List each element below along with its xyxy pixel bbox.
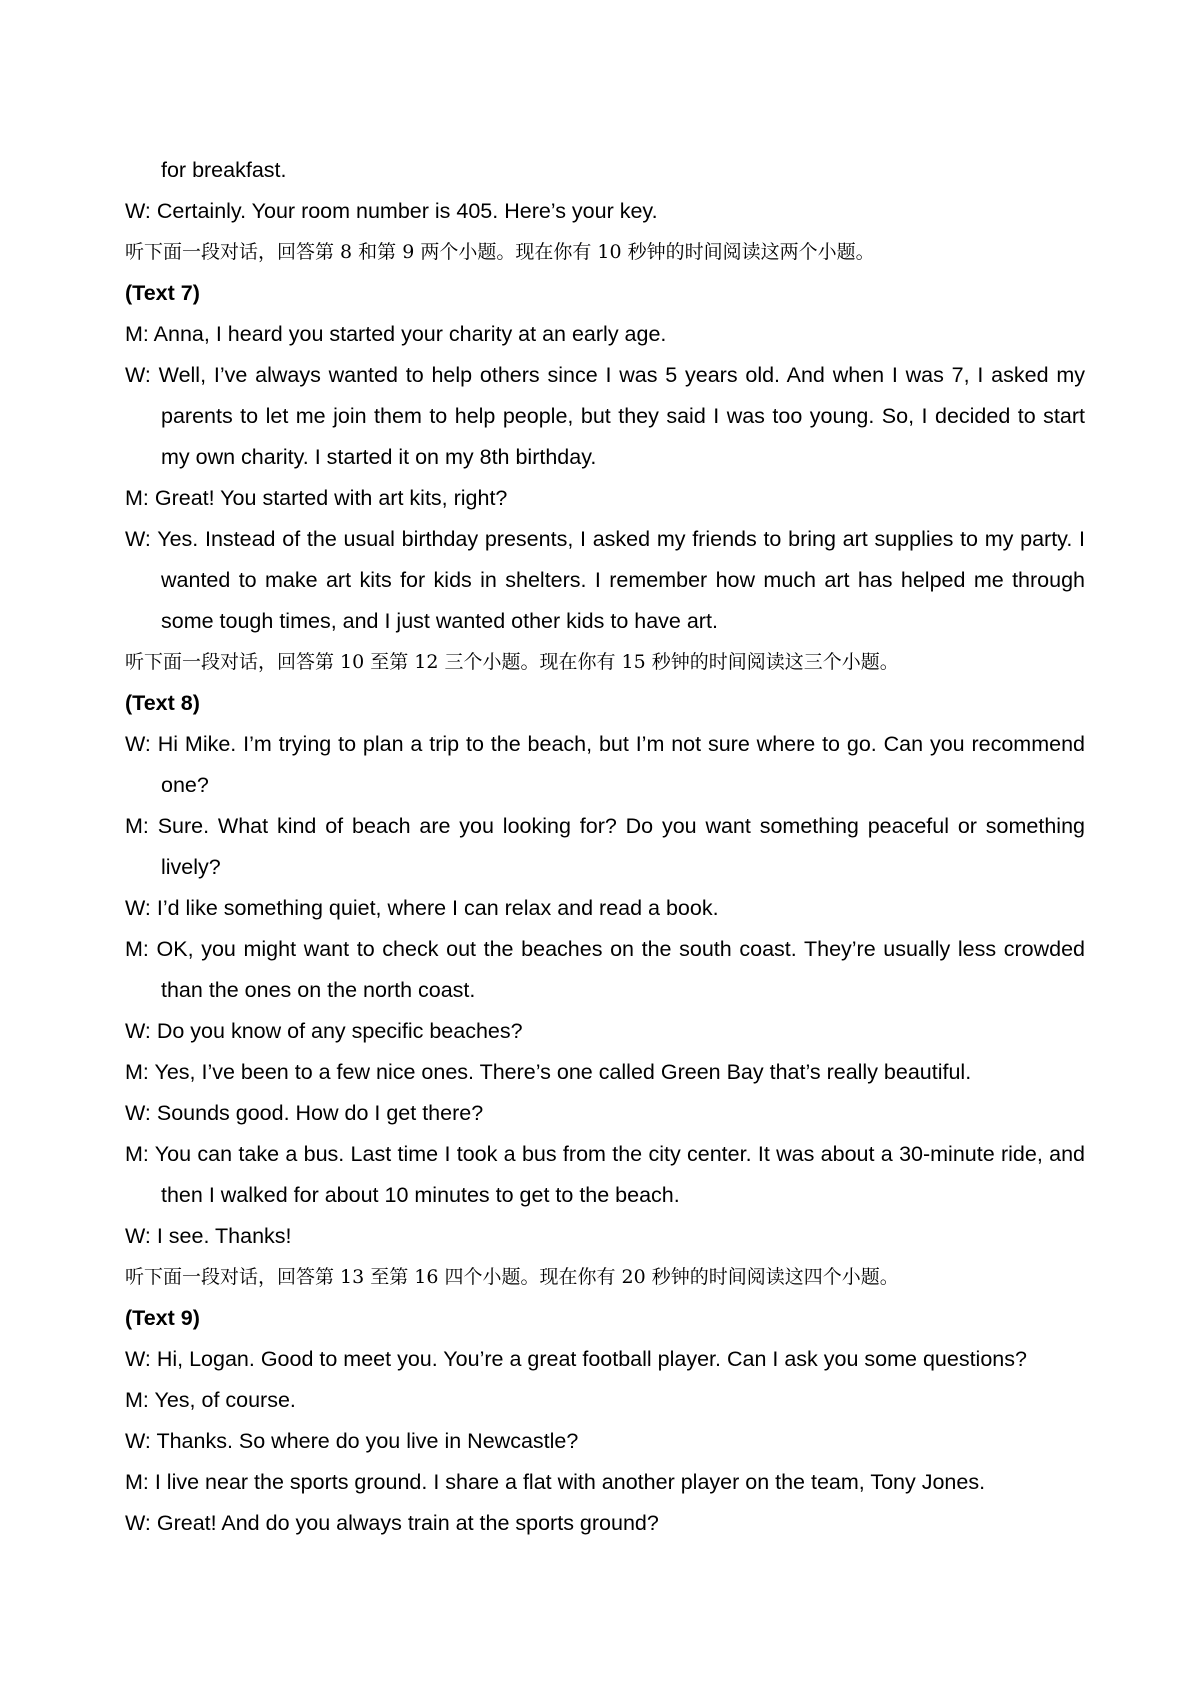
dialogue-line: W: Certainly. Your room number is 405. Here’s your key. (125, 199, 658, 223)
listening-instruction: 听下面一段对话，回答第 8 和第 9 两个小题。现在你有 10 秒钟的时间阅读这两个小题。 (125, 241, 875, 263)
dialogue-line: W: Yes. Instead of the usual birthday presents, I asked my friends to bring art supplies to my party. I wanted to make art kits for kids in shelters. I remember how much art has helped me through some tough times, and I just wanted other kids to have art. (125, 527, 1085, 633)
dialogue-line: M: Sure. What kind of beach are you looking for? Do you want something peaceful or something lively? (125, 814, 1085, 879)
dialogue-line: W: I’d like something quiet, where I can relax and read a book. (125, 896, 719, 920)
dialogue-line: M: Great! You started with art kits, right? (125, 486, 508, 510)
dialogue-line: W: Hi Mike. I’m trying to plan a trip to the beach, but I’m not sure where to go. Can you recommend one? (125, 732, 1085, 797)
section-heading: (Text 9) (125, 1306, 200, 1330)
dialogue-line: W: I see. Thanks! (125, 1224, 292, 1248)
dialogue-line: W: Great! And do you always train at the sports ground? (125, 1511, 659, 1535)
listening-instruction: 听下面一段对话，回答第 13 至第 16 四个小题。现在你有 20 秒钟的时间阅读这四个小题。 (125, 1266, 899, 1288)
dialogue-line: M: Yes, of course. (125, 1388, 296, 1412)
dialogue-line: W: Well, I’ve always wanted to help others since I was 5 years old. And when I was 7, I asked my parents to let me join them to help people, but they said I was too young. So, I decided to start my own charity. I started it on my 8th birthday. (125, 363, 1085, 469)
dialogue-line: W: Thanks. So where do you live in Newcastle? (125, 1429, 579, 1453)
dialogue-line: M: You can take a bus. Last time I took a bus from the city center. It was about a 30-minute ride, and then I walked for about 10 minutes to get to the beach. (125, 1142, 1085, 1207)
dialogue-line: W: Do you know of any specific beaches? (125, 1019, 523, 1043)
dialogue-line: M: I live near the sports ground. I share a flat with another player on the team, Tony Jones. (125, 1470, 986, 1494)
dialogue-line-continued: for breakfast. (161, 158, 287, 182)
section-heading: (Text 7) (125, 281, 200, 305)
dialogue-line: M: Anna, I heard you started your charity at an early age. (125, 322, 667, 346)
dialogue-line: M: Yes, I’ve been to a few nice ones. There’s one called Green Bay that’s really beautiful. (125, 1060, 972, 1084)
transcript-body (125, 150, 1085, 1544)
dialogue-line: M: OK, you might want to check out the beaches on the south coast. They’re usually less crowded than the ones on the north coast. (125, 937, 1085, 1002)
section-heading: (Text 8) (125, 691, 200, 715)
dialogue-line: W: Sounds good. How do I get there? (125, 1101, 484, 1125)
listening-instruction: 听下面一段对话，回答第 10 至第 12 三个小题。现在你有 15 秒钟的时间阅读这三个小题。 (125, 651, 899, 673)
dialogue-line: W: Hi, Logan. Good to meet you. You’re a great football player. Can I ask you some questions? (125, 1347, 1027, 1371)
